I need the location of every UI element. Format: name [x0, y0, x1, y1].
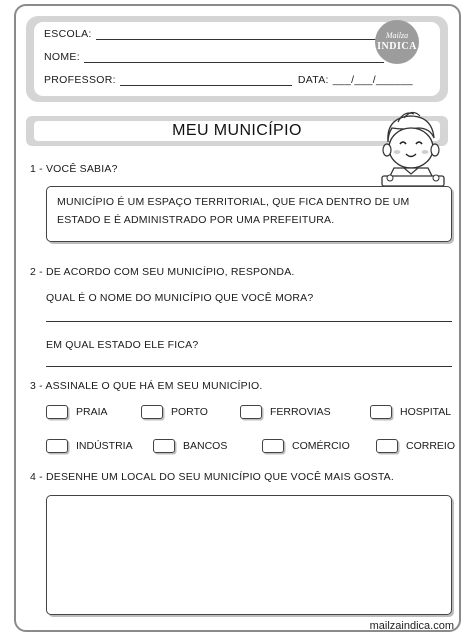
checkbox[interactable] — [141, 405, 163, 419]
checkbox[interactable] — [376, 439, 398, 453]
info-text-line1: MUNICÍPIO É UM ESPAÇO TERRITORIAL, QUE FICA DENTRO DE UM — [57, 196, 410, 208]
checkbox[interactable] — [262, 439, 284, 453]
answer-line-estado[interactable] — [46, 366, 452, 367]
option-label: CORREIO — [406, 440, 456, 452]
logo-line2: INDICA — [377, 41, 417, 52]
boy-mascot-icon — [374, 108, 450, 188]
question-2-sub1: QUAL É O NOME DO MUNICÍPIO QUE VOCÊ MORA? — [46, 292, 314, 304]
logo-line1: Mailza — [385, 31, 409, 40]
info-text-line2: ESTADO E É ADMINISTRADO POR UMA PREFEITURA. — [57, 214, 335, 226]
question-4-label: 4 - DESENHE UM LOCAL DO SEU MUNICÍPIO QUE VOCÊ MAIS GOSTA. — [30, 471, 394, 483]
answer-line-municipio[interactable] — [46, 321, 452, 322]
option-porto[interactable] — [141, 405, 208, 419]
professor-field[interactable] — [120, 75, 292, 86]
drawing-box[interactable] — [46, 495, 452, 615]
option-ferrovias[interactable] — [240, 405, 331, 419]
professor-row — [44, 74, 413, 86]
option-label: BANCOS — [183, 440, 228, 452]
question-2-label: 2 - DE ACORDO COM SEU MUNICÍPIO, RESPONDA. — [30, 266, 295, 278]
option-industria[interactable] — [46, 439, 133, 453]
option-hospital[interactable] — [370, 405, 451, 419]
nome-row — [44, 51, 384, 63]
escola-field[interactable] — [96, 29, 388, 40]
question-1-label: 1 - VOCÊ SABIA? — [30, 163, 118, 175]
option-praia[interactable] — [46, 405, 108, 419]
question-2-sub2: EM QUAL ESTADO ELE FICA? — [46, 339, 199, 351]
data-label: DATA: — [297, 74, 329, 86]
page-title: MEU MUNICÍPIO — [172, 122, 302, 139]
checkbox[interactable] — [370, 405, 392, 419]
nome-label: NOME: — [44, 51, 80, 63]
option-label: PORTO — [171, 406, 208, 418]
option-comercio[interactable] — [262, 439, 350, 453]
escola-row — [44, 28, 388, 40]
escola-label: ESCOLA: — [44, 28, 92, 40]
option-label: INDÚSTRIA — [76, 440, 133, 452]
checkbox[interactable] — [46, 405, 68, 419]
option-bancos[interactable] — [153, 439, 227, 453]
checkbox[interactable] — [153, 439, 175, 453]
option-correio[interactable] — [376, 439, 455, 453]
data-field[interactable]: ___/___/______ — [332, 74, 413, 86]
option-label: PRAIA — [76, 406, 108, 418]
checkbox[interactable] — [240, 405, 262, 419]
option-label: HOSPITAL — [400, 406, 452, 418]
checkbox[interactable] — [46, 439, 68, 453]
question-3-label: 3 - ASSINALE O QUE HÁ EM SEU MUNICÍPIO. — [30, 380, 263, 392]
nome-field[interactable] — [84, 52, 384, 63]
footer-website: mailzaindica.com — [369, 620, 454, 632]
option-label: FERROVIAS — [270, 406, 331, 418]
info-box — [46, 186, 452, 242]
option-label: COMÉRCIO — [292, 440, 350, 452]
professor-label: PROFESSOR: — [44, 74, 116, 86]
mailza-indica-logo — [375, 20, 419, 64]
